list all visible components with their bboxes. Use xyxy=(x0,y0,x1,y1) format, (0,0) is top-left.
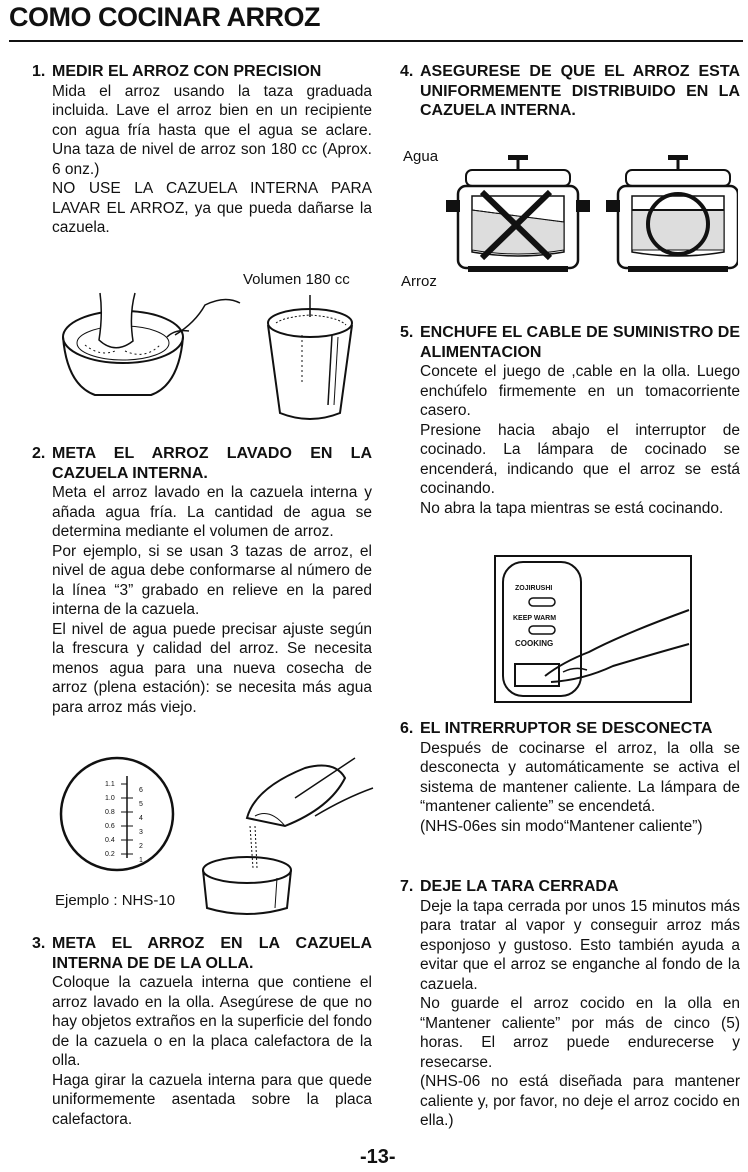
step-number: 2. xyxy=(32,445,46,462)
scale-mark: 6 xyxy=(139,787,143,794)
rice-distribution-illustration xyxy=(438,152,738,282)
scale-mark: 4 xyxy=(139,815,143,822)
scale-mark: 1.1 xyxy=(105,781,115,788)
control-panel-illustration xyxy=(493,554,693,704)
page-title: COMO COCINAR ARROZ xyxy=(9,2,320,32)
scale-mark: 0.4 xyxy=(105,837,115,844)
step-5 xyxy=(400,323,740,518)
step-6 xyxy=(400,719,740,836)
step-paragraph: Deje la tapa cerrada por unos 15 minutos más para tratar al vapor y conseguir arroz más esponjoso y gustoso. Esto también ayuda a evitar que el arroz se enganche al fondo de la cazuela. xyxy=(420,897,740,993)
rice-washing-illustration xyxy=(55,285,245,415)
scale-mark: 0.6 xyxy=(105,823,115,830)
step-paragraph: NO USE LA CAZUELA INTERNA PARA LAVAR EL ARROZ, ya que pueda dañarse la cazuela. xyxy=(52,180,372,236)
step-number: 4. xyxy=(400,63,414,80)
step-title: DEJE LA TARA CERRADA xyxy=(420,878,619,895)
brand-logo: ZOJIRUSHI xyxy=(515,585,553,592)
measuring-cup-illustration xyxy=(262,295,362,430)
step-2 xyxy=(32,444,372,717)
step-number: 3. xyxy=(32,935,46,952)
cooking-label: COOKING xyxy=(515,639,554,648)
step-paragraph: Por ejemplo, si se usan 3 tazas de arroz, el nivel de agua debe conformarse al número de la línea “3” grabado en relieve en la pared interna de la cazuela. xyxy=(52,542,372,618)
step-title: META EL ARROZ EN LA CAZUELA INTERNA DE DE LA OLLA. xyxy=(52,935,372,972)
step-3 xyxy=(32,934,372,1129)
rice-label: Arroz xyxy=(401,273,437,290)
step-number: 5. xyxy=(400,324,414,341)
step-paragraph: No abra la tapa mientras se está cocinando. xyxy=(420,499,724,517)
scale-mark: 5 xyxy=(139,801,143,808)
water-label: Agua xyxy=(403,148,439,165)
step-paragraph: Coloque la cazuela interna que contiene el arroz lavado en la olla. Asegúrese de que no hay objetos extraños en la superficie del fondo de la cazuela o en la placa calefactora de la olla. xyxy=(52,974,372,1069)
step-title: META EL ARROZ LAVADO EN LA CAZUELA INTERNA. xyxy=(52,445,372,482)
scale-mark: 2 xyxy=(139,843,143,850)
scale-mark: 0.8 xyxy=(105,809,115,816)
step-7 xyxy=(400,877,740,1131)
step-title: ASEGURESE DE QUE EL ARROZ ESTA UNIFORMEMENTE DISTRIBUIDO EN LA CAZUELA INTERNA. xyxy=(420,63,740,119)
step-number: 6. xyxy=(400,720,414,737)
step-paragraph: Mida el arroz usando la taza graduada incluida. Lave el arroz bien en un recipiente con agua fría hasta que el agua se aclare. Una taza de nivel de arroz son 180 cc (Aprox. 6 onz.) xyxy=(52,82,372,178)
scale-mark: 1.0 xyxy=(105,795,115,802)
keep-warm-label: KEEP WARM xyxy=(513,615,557,622)
step-number: 7. xyxy=(400,878,414,895)
title-rule xyxy=(9,40,743,42)
step-title: MEDIR EL ARROZ CON PRECISION xyxy=(52,63,322,80)
scale-mark: 0.2 xyxy=(105,851,115,858)
step-paragraph: (NHS-06 no está diseñada para mantener caliente y, por favor, no deje el arroz cocido en ella.) xyxy=(420,1073,740,1129)
scale-mark: 1 xyxy=(139,857,143,864)
step-paragraph: Haga girar la cazuela interna para que quede uniformemente asentada sobre la placa calefactora. xyxy=(52,1071,372,1128)
example-label: Ejemplo : NHS-10 xyxy=(55,892,176,909)
step-number: 1. xyxy=(32,63,46,80)
step-title: ENCHUFE EL CABLE DE SUMINISTRO DE ALIMENTACION xyxy=(420,324,740,361)
step-4 xyxy=(400,62,740,121)
step-1 xyxy=(32,62,372,238)
step-paragraph: El nivel de agua puede precisar ajuste según la frescura y calidad del arroz. Se necesita menos agua para una nueva cosecha de arroz (plena estación): se necesita más agua para arroz más viejo. xyxy=(52,620,372,716)
step-paragraph: Presione hacia abajo el interruptor de cocinado. La lámpara de cocinado se encenderá, indicando que el arroz se está cocinando. xyxy=(420,421,740,497)
step-paragraph: Concete el juego de ,cable en la olla. Luego enchúfelo firmemente en un tomacorriente casero. xyxy=(420,363,740,419)
step-paragraph: No guarde el arroz cocido en la olla en “Mantener caliente” por más de cinco (5) horas. El arroz puede endurecerse y resecarse. xyxy=(420,995,740,1071)
scale-mark: 3 xyxy=(139,829,143,836)
page-number: -13- xyxy=(360,1146,396,1168)
step-paragraph: (NHS-06es sin modo“Mantener caliente”) xyxy=(420,817,703,835)
step-paragraph: Después de cocinarse el arroz, la olla se desconecta y automáticamente se activa el sistema de mantener caliente. La lámpara de “mantener caliente” se encendetá. xyxy=(420,739,740,815)
step-paragraph: Meta el arroz lavado en la cazuela interna y añada agua fría. La cantidad de agua se determina mediante el volumen de arroz. xyxy=(52,484,372,540)
step-title: EL INTRERRUPTOR SE DESCONECTA xyxy=(420,720,713,737)
volume-label: Volumen 180 cc xyxy=(243,271,350,288)
